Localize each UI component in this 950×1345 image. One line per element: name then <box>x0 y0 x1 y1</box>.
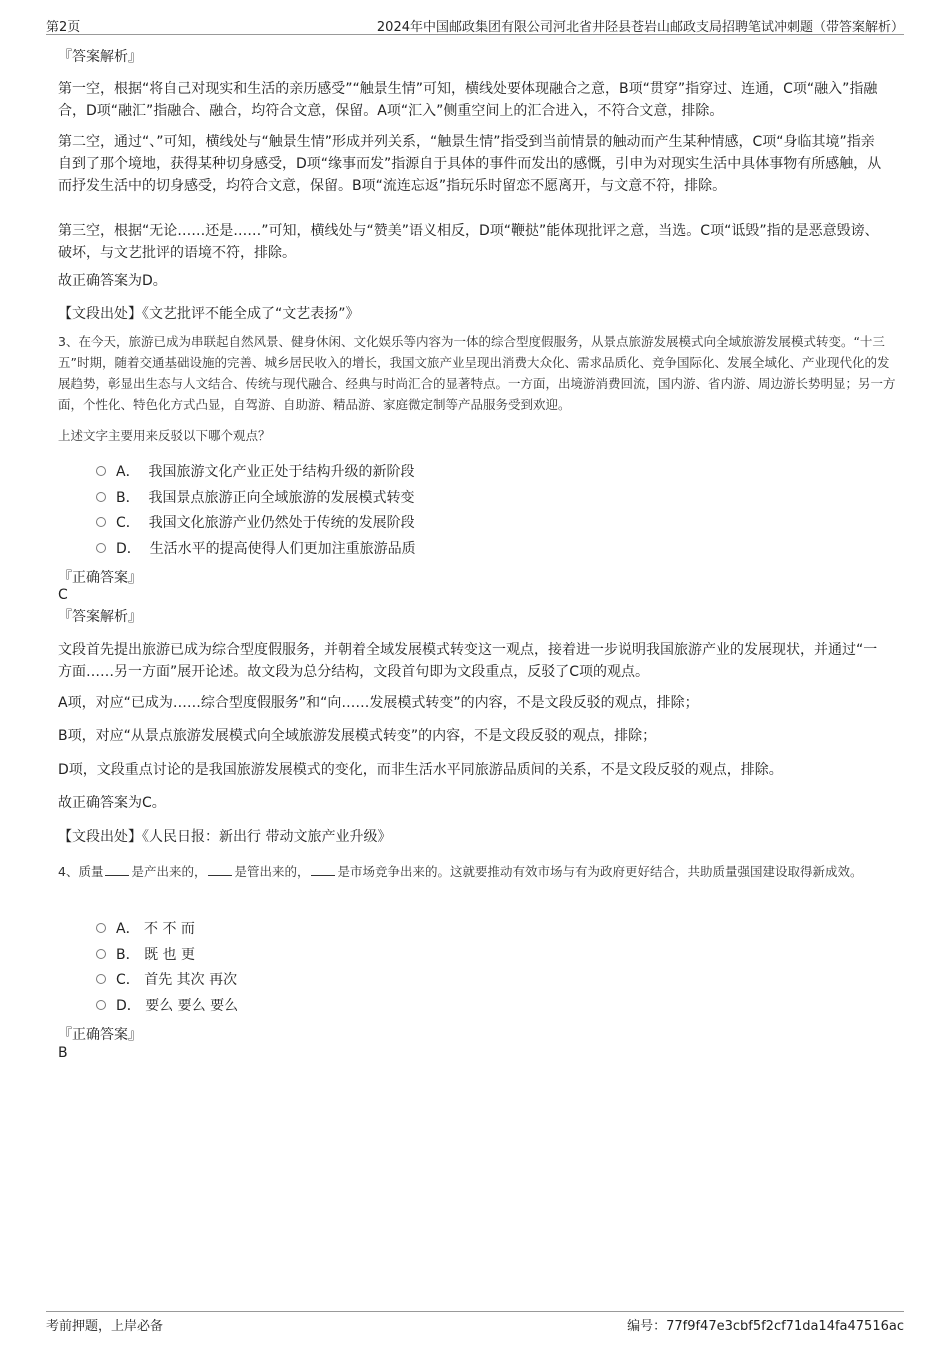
q3-analysis-b: B项，对应“从景点旅游发展模式向全域旅游发展模式转变”的内容，不是文段反驳的观点，排除； <box>58 728 657 744</box>
analysis-conclusion: 故正确答案为D。 <box>58 273 167 289</box>
radio-button-icon[interactable] <box>96 949 106 959</box>
radio-button-icon[interactable] <box>96 517 106 527</box>
document-title: 2024年中国邮政集团有限公司河北省井陉县苍岩山邮政支局招聘笔试冲刺题（带答案解析） <box>376 20 904 35</box>
radio-button-icon[interactable] <box>96 923 106 933</box>
answer-blank <box>311 875 335 876</box>
footer-slogan: 考前押题，上岸必备 <box>46 1319 164 1334</box>
radio-button-icon[interactable] <box>96 1000 106 1010</box>
analysis-paragraph-3: 第三空，根据“无论……还是……”可知，横线处与“赞美”语义相反，D项“鞭挞”能体现批评之意，当选。C项“诋毁”指的是恶意毁谤、破坏，与文艺批评的语境不符，排除。 <box>58 223 879 261</box>
q4-answer-label: 『正确答案』 <box>58 1027 142 1043</box>
page-footer <box>46 1311 904 1336</box>
question-4-text: 4、质量 是产出来的， 是管出来的， 是市场竞争出来的。这就要推动有效市场与有为政府更好结合，共助质量强国建设取得新成效。 <box>58 864 863 879</box>
answer-blank <box>208 875 232 876</box>
q4-option-b[interactable]: B． 既 也 更 <box>96 945 195 965</box>
q3-source: 【文段出处】《人民日报：新出行 带动文旅产业升级》 <box>58 829 392 845</box>
q4-option-a[interactable]: A． 不 不 而 <box>96 919 195 939</box>
q3-analysis-paragraph-1: 文段首先提出旅游已成为综合型度假服务，并朝着全域发展模式转变这一观点，接着进一步说明我国旅游产业的发展现状，并通过“一方面……另一方面”展开论述。故文段为总分结构，文段首句即为文段重点，反驳了C项的观点。 <box>58 642 878 680</box>
q3-option-d[interactable]: D． 生活水平的提高使得人们更加注重旅游品质 <box>96 539 416 559</box>
q3-analysis-a: A项，对应“已成为……综合型度假服务”和“向……发展模式转变”的内容，不是文段反驳的观点，排除； <box>58 695 699 711</box>
analysis-paragraph-1: 第一空，根据“将自己对现实和生活的亲历感受”“触景生情”可知，横线处要体现融合之意，B项“贯穿”指穿过、连通，C项“融入”指融合，D项“融汇”指融合、融合，均符合文意，保留。A项“汇入”侧重空间上的汇合进入，不符合文意，排除。 <box>58 81 878 119</box>
q4-option-c[interactable]: C． 首先 其次 再次 <box>96 970 237 990</box>
q3-option-b[interactable]: B． 我国景点旅游正向全域旅游的发展模式转变 <box>96 488 415 508</box>
q3-answer: C <box>58 587 68 603</box>
radio-button-icon[interactable] <box>96 492 106 502</box>
page-number: 第2页 <box>46 20 81 35</box>
analysis-paragraph-2: 第二空，通过“、”可知，横线处与“触景生情”形成并列关系，“触景生情”指受到当前情景的触动而产生某种情感，C项“身临其境”指亲自到了那个境地，获得某种切身感受，D项“缘事而发”指源自于具体的事件而发出的感慨，引申为对现实生活中具体事物有所感触，从而抒发生活中的切身感受，均符合文意，保留。B项“流连忘返”指玩乐时留恋不愿离开，与文意不符，排除。 <box>58 134 882 194</box>
analysis-label: 『答案解析』 <box>58 49 142 65</box>
radio-button-icon[interactable] <box>96 543 106 553</box>
q3-option-c[interactable]: C． 我国文化旅游产业仍然处于传统的发展阶段 <box>96 513 415 533</box>
document-id: 编号：77f9f47e3cbf5f2cf71da14fa47516ac <box>627 1319 904 1334</box>
q3-answer-label: 『正确答案』 <box>58 570 142 586</box>
analysis-source: 【文段出处】《文艺批评不能全成了“文艺表扬”》 <box>58 306 360 322</box>
page-header <box>46 14 904 35</box>
q3-option-a[interactable]: A． 我国旅游文化产业正处于结构升级的新阶段 <box>96 462 414 482</box>
radio-button-icon[interactable] <box>96 974 106 984</box>
q3-conclusion: 故正确答案为C。 <box>58 795 166 811</box>
q4-option-d[interactable]: D． 要么 要么 要么 <box>96 996 238 1016</box>
answer-blank <box>105 875 129 876</box>
radio-button-icon[interactable] <box>96 466 106 476</box>
question-3-prompt: 上述文字主要用来反驳以下哪个观点？ <box>58 428 271 443</box>
q3-analysis-label: 『答案解析』 <box>58 609 142 625</box>
q3-analysis-d: D项，文段重点讨论的是我国旅游发展模式的变化，而非生活水平同旅游品质间的关系，不是文段反驳的观点，排除。 <box>58 762 783 778</box>
q4-answer: B <box>58 1045 68 1061</box>
question-3-text: 3、在今天，旅游已成为串联起自然风景、健身休闲、文化娱乐等内容为一体的综合型度假服务，从景点旅游发展模式向全域旅游发展模式转变。“十三五”时期，随着交通基础设施的完善、城乡居民收入的增长，我国文旅产业呈现出消费大众化、需求品质化、竞争国际化、发展全域化、产业现代化的发展趋势，彰显出生态与人文结合、传统与现代融合、经典与时尚汇合的显著特点。一方面，出境游消费回流，国内游、省内游、周边游长势明显；另一方面，个性化、特色化方式凸显，自驾游、自助游、精品游、家庭微定制等产品服务受到欢迎。 <box>58 334 896 412</box>
